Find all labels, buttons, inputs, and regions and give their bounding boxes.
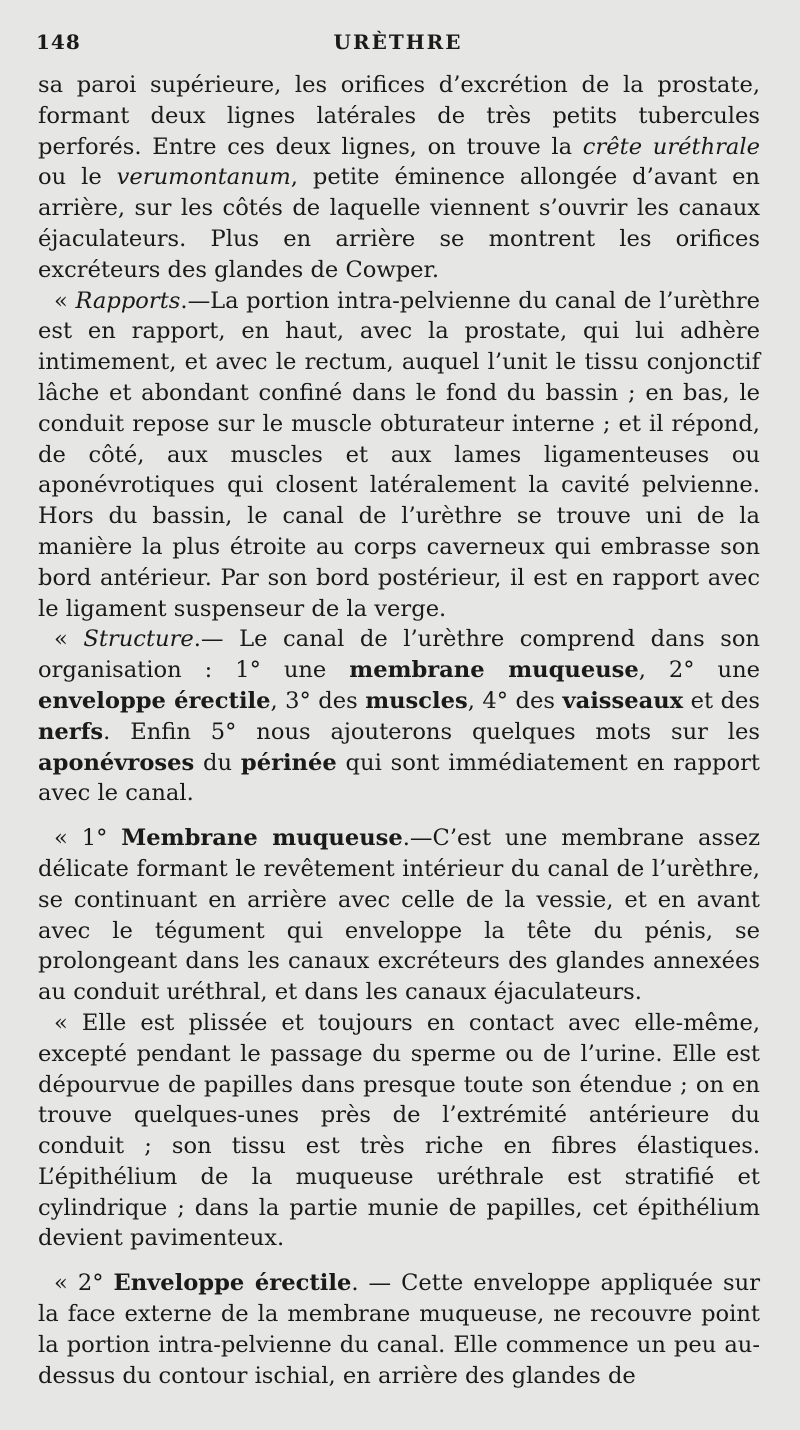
text-run: et des xyxy=(683,687,760,714)
text-run: . — Cette enveloppe appliquée sur la face externe de la membrane muqueuse, ne recouvre point la portion intra-pelvienne du canal. Elle commence un peu au-dessus du contour ischial, en arrière des glandes de xyxy=(38,1270,760,1389)
bold-term: Enveloppe érectile xyxy=(113,1270,352,1297)
paragraph xyxy=(38,286,760,625)
italic-term: crête uréthrale xyxy=(582,133,760,160)
text-run: sa paroi supérieure, les orifices d’excrétion de la prostate, formant deux lignes latérales de très petits tubercules perforés. Entre ces deux lignes, on trouve la xyxy=(38,72,760,160)
text-run: « 2° xyxy=(54,1270,114,1297)
italic-term: Structure xyxy=(83,626,194,653)
text-run: .—C’est une membrane assez délicate formant le revêtement intérieur du canal de l’urèthre, se continuant en arrière avec celle de la vessie, et en avant avec le tégument qui enveloppe la tête du pénis, se prolongeant dans les canaux excréteurs des glandes annexées au conduit uréthral, et dans les canaux éjaculateurs. xyxy=(38,825,760,1006)
bold-term: Membrane muqueuse xyxy=(121,825,403,852)
text-run: ou le xyxy=(38,164,117,191)
bold-term: vaisseaux xyxy=(562,687,684,714)
body-text xyxy=(38,70,760,1391)
italic-term: verumontanum xyxy=(116,164,291,191)
paragraph xyxy=(38,1008,760,1254)
text-run: .— Le canal de l’urèthre comprend dans son organisation : 1° une xyxy=(38,626,760,684)
bold-term: muscles xyxy=(365,687,468,714)
text-run: , 3° des xyxy=(270,687,366,714)
bold-term: enveloppe érectile xyxy=(38,687,271,714)
text-run: du xyxy=(194,749,241,776)
page-number: 148 xyxy=(36,30,81,54)
paragraph xyxy=(38,823,760,1008)
text-run: qui sont immédiatement en rapport avec le canal. xyxy=(38,749,760,807)
bold-term: périnée xyxy=(240,749,337,776)
bold-term: nerfs xyxy=(38,718,104,745)
running-head xyxy=(36,30,760,60)
paragraph xyxy=(38,1268,760,1391)
text-run: . Enfin 5° nous ajouterons quelques mots sur les xyxy=(103,718,760,745)
bold-term: aponévroses xyxy=(38,749,195,776)
text-run: , 4° des xyxy=(467,687,563,714)
text-run: « Elle est plissée et toujours en contact avec elle-même, excepté pendant le passage du sperme ou de l’urine. Elle est dépourvue de papilles dans presque toute son étendue ; on en trouve quelques-unes près de l’extrémité antérieure du conduit ; son tissu est très riche en fibres élastiques. L’épithélium de la muqueuse uréthrale est stratifié et cylindrique ; dans la partie munie de papilles, cet épithélium devient pavimenteux. xyxy=(38,1009,760,1252)
text-run: .—La portion intra-pelvienne du canal de l’urèthre est en rapport, en haut, avec la prostate, qui lui adhère intimement, et avec le rectum, auquel l’unit le tissu conjonctif lâche et abondant confiné dans le fond du bassin ; en bas, le conduit repose sur le muscle obturateur interne ; et il répond, de côté, aux muscles et aux lames ligamenteuses ou aponévrotiques qui closent latéralement la cavité pelvienne. Hors du bassin, le canal de l’urèthre se trouve uni de la manière la plus étroite au corps caverneux qui embrasse son bord antérieur. Par son bord postérieur, il est en rapport avec le ligament suspenseur de la verge. xyxy=(38,287,760,622)
italic-term: Rapports xyxy=(75,287,181,314)
text-run: « xyxy=(54,626,84,653)
text-run: « xyxy=(54,287,76,314)
paragraph xyxy=(38,70,760,286)
text-run: , 2° une xyxy=(638,657,761,684)
bold-term: membrane muqueuse xyxy=(349,657,639,684)
text-run: , petite éminence allongée d’avant en arrière, sur les côtés de laquelle viennent s’ouvrir les canaux éjaculateurs. Plus en arrière se montrent les orifices excréteurs des glandes de Cowper. xyxy=(38,164,760,283)
text-run: « 1° xyxy=(54,825,122,852)
running-title: URÈTHRE xyxy=(333,30,463,54)
paragraph xyxy=(38,624,760,809)
